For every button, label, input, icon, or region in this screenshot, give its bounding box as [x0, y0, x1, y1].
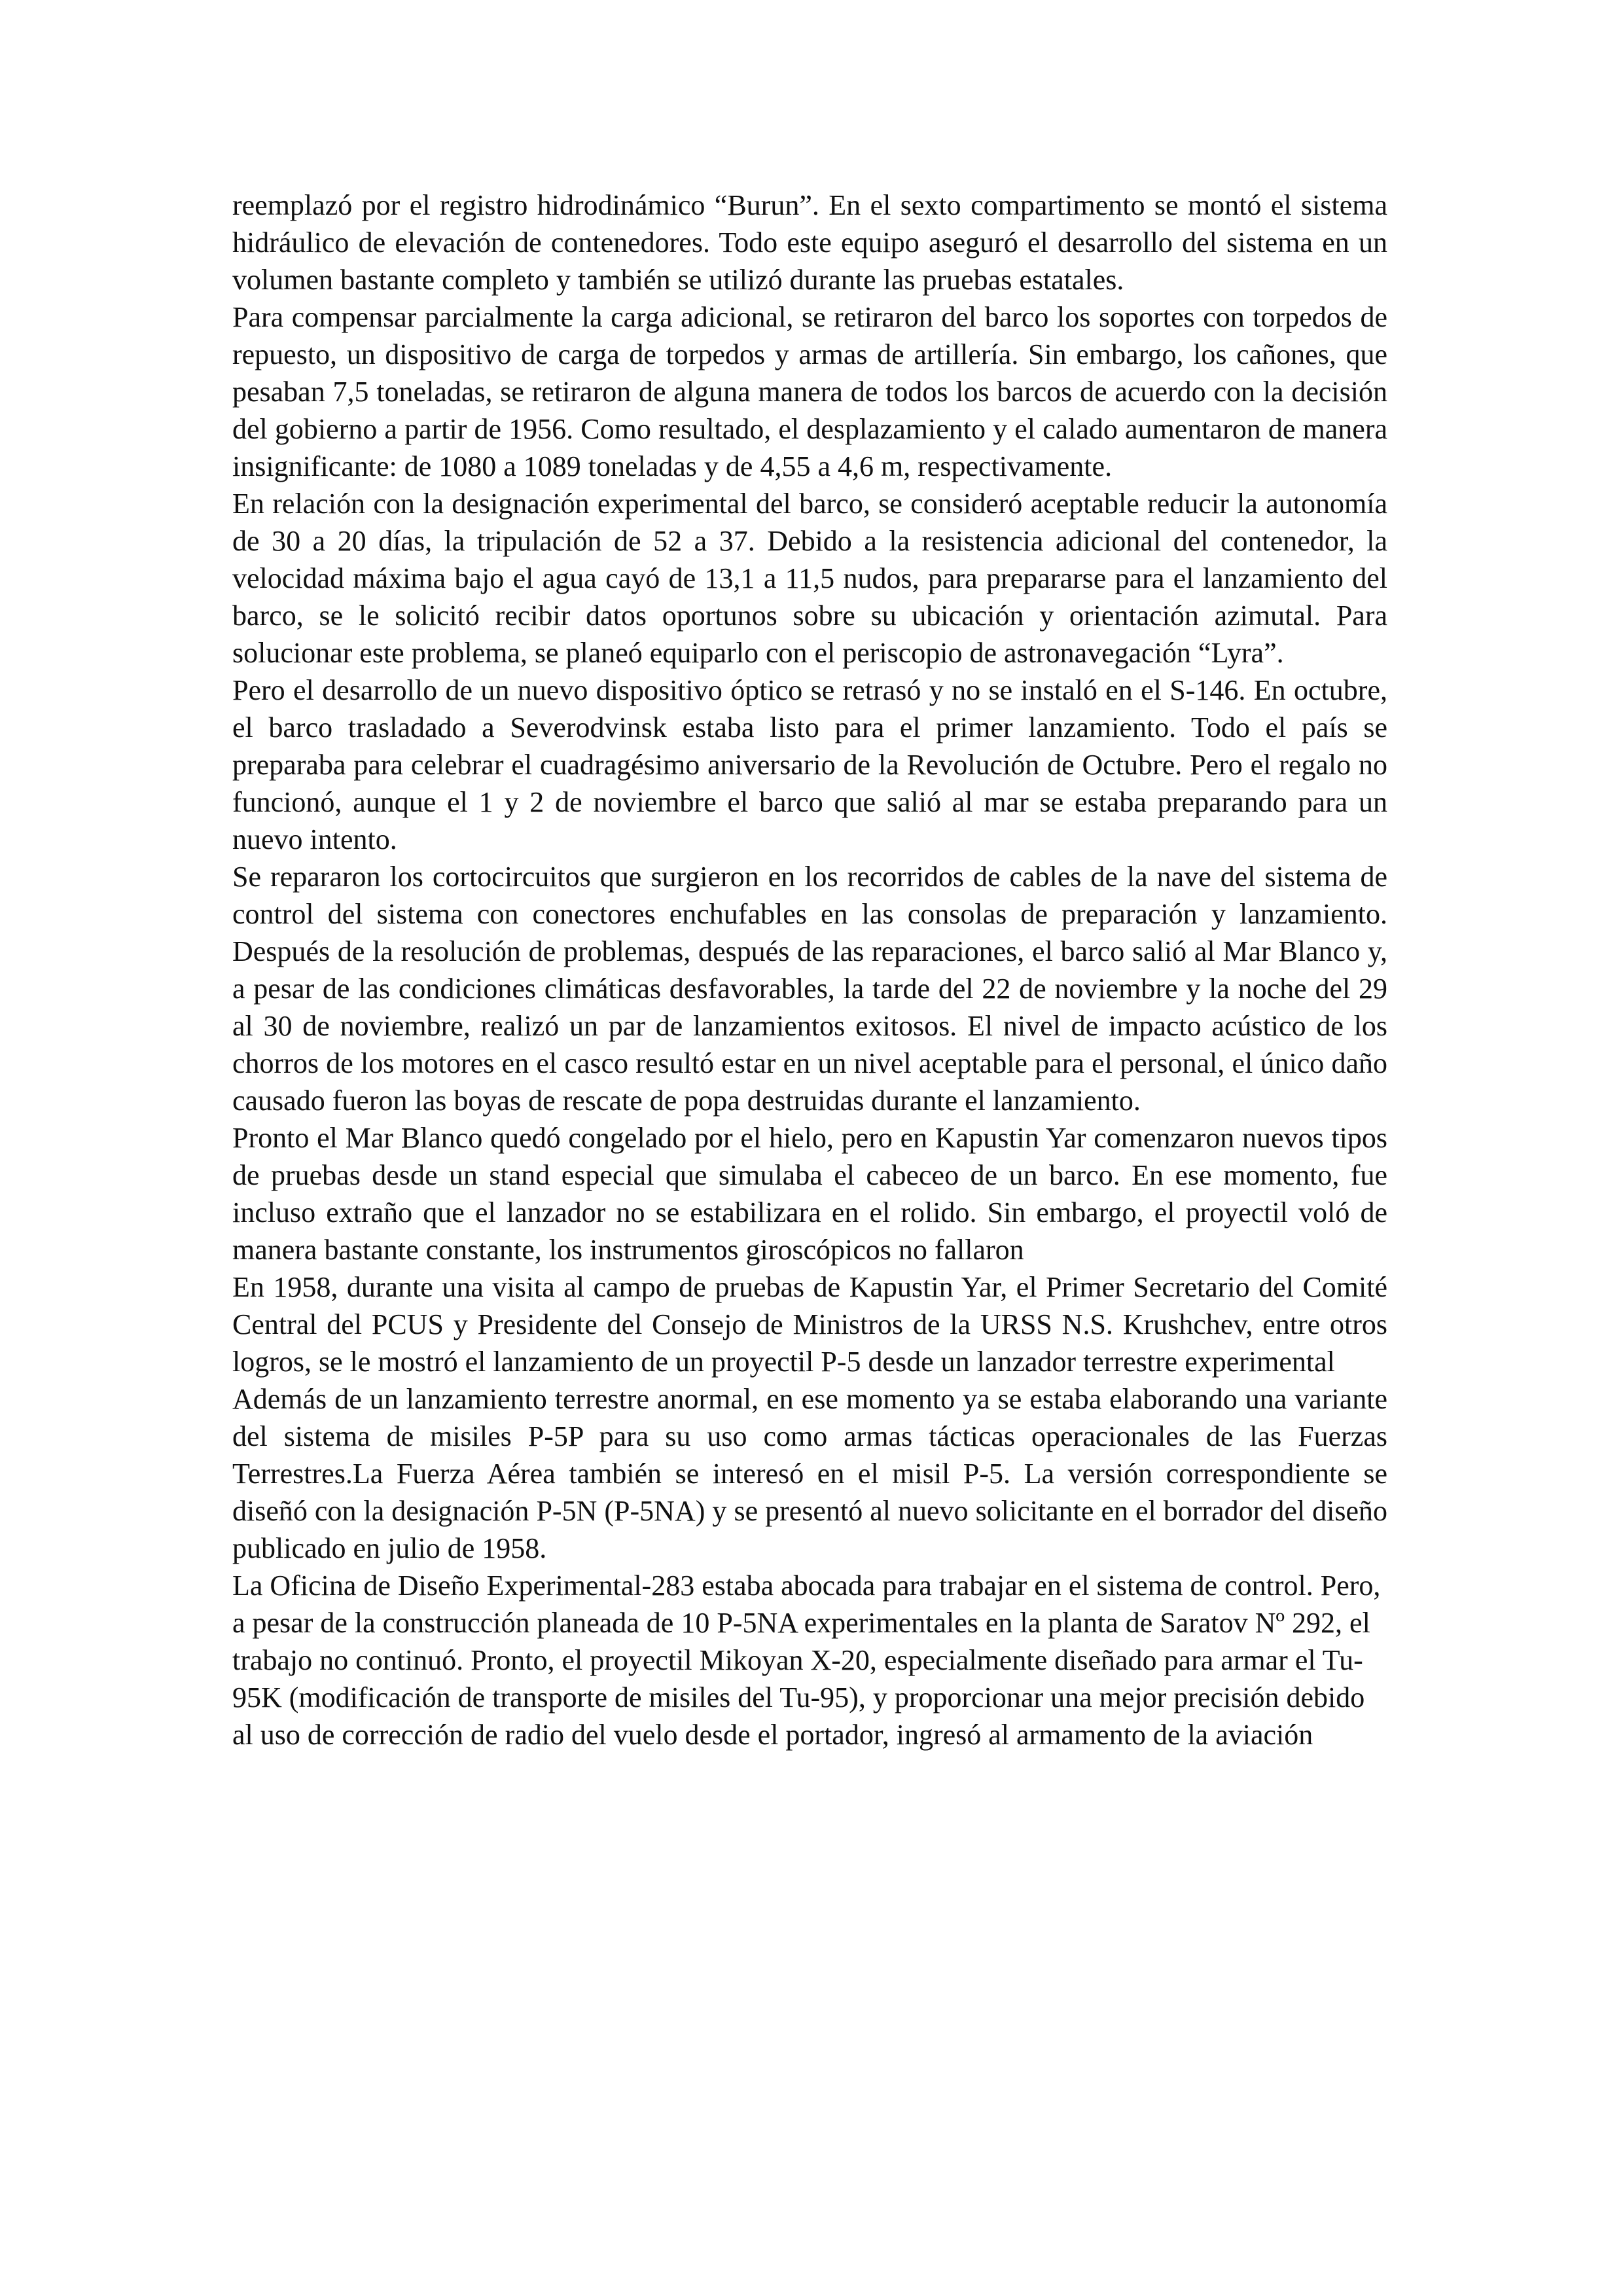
- paragraph: Se repararon los cortocircuitos que surgieron en los recorridos de cables de la nave del sistema de control del sistema con conectores enchufables en las consolas de preparación y lanzamiento. Después de la resolución de problemas, después de las reparaciones, el barco salió al Mar Blanco y, a pesar de las condiciones climáticas desfavorables, la tarde del 22 de noviembre y la noche del 29 al 30 de noviembre, realizó un par de lanzamientos exitosos. El nivel de impacto acústico de los chorros de los motores en el casco resultó estar en un nivel aceptable para el personal, el único daño causado fueron las boyas de rescate de popa destruidas durante el lanzamiento.: [232, 861, 1387, 1117]
- paragraph: En 1958, durante una visita al campo de pruebas de Kapustin Yar, el Primer Secretario del Comité Central del PCUS y Presidente del Consejo de Ministros de la URSS N.S. Krushchev, entre otros logros, se le mostró el lanzamiento de un proyectil P-5 desde un lanzador terrestre experimental: [232, 1271, 1387, 1378]
- paragraph: Además de un lanzamiento terrestre anormal, en ese momento ya se estaba elaborando una variante del sistema de misiles P-5P para su uso como armas tácticas operacionales de las Fuerzas Terrestres.La Fuerza Aérea también se interesó en el misil P-5. La versión correspondiente se diseñó con la designación P-5N (P-5NA) y se presentó al nuevo solicitante en el borrador del diseño publicado en julio de 1958.: [232, 1383, 1387, 1564]
- paragraph: Pronto el Mar Blanco quedó congelado por el hielo, pero en Kapustin Yar comenzaron nuevos tipos de pruebas desde un stand especial que simulaba el cabeceo de un barco. En ese momento, fue incluso extraño que el lanzador no se estabilizara en el rolido. Sin embargo, el proyectil voló de manera bastante constante, los instrumentos giroscópicos no fallaron: [232, 1122, 1387, 1266]
- document-body: [232, 187, 1387, 1753]
- paragraph: La Oficina de Diseño Experimental-283 estaba abocada para trabajar en el sistema de control. Pero, a pesar de la construcción planeada de 10 P-5NA experimentales en la planta de Saratov Nº 292, el trabajo no continuó. Pronto, el proyectil Mikoyan X-20, especialmente diseñado para armar el Tu-95K (modificación de transporte de misiles del Tu-95), y proporcionar una mejor precisión debido al uso de corrección de radio del vuelo desde el portador, ingresó al armamento de la aviación: [232, 1570, 1381, 1751]
- paragraph: Pero el desarrollo de un nuevo dispositivo óptico se retrasó y no se instaló en el S-146. En octubre, el barco trasladado a Severodvinsk estaba listo para el primer lanzamiento. Todo el país se preparaba para celebrar el cuadragésimo aniversario de la Revolución de Octubre. Pero el regalo no funcionó, aunque el 1 y 2 de noviembre el barco que salió al mar se estaba preparando para un nuevo intento.: [232, 674, 1387, 855]
- paragraph: Para compensar parcialmente la carga adicional, se retiraron del barco los soportes con torpedos de repuesto, un dispositivo de carga de torpedos y armas de artillería. Sin embargo, los cañones, que pesaban 7,5 toneladas, se retiraron de alguna manera de todos los barcos de acuerdo con la decisión del gobierno a partir de 1956. Como resultado, el desplazamiento y el calado aumentaron de manera insignificante: de 1080 a 1089 toneladas y de 4,55 a 4,6 m, respectivamente.: [232, 301, 1387, 482]
- paragraph: reemplazó por el registro hidrodinámico “Burun”. En el sexto compartimento se montó el sistema hidráulico de elevación de contenedores. Todo este equipo aseguró el desarrollo del sistema en un volumen bastante completo y también se utilizó durante las pruebas estatales.: [232, 189, 1387, 296]
- paragraph: En relación con la designación experimental del barco, se consideró aceptable reducir la autonomía de 30 a 20 días, la tripulación de 52 a 37. Debido a la resistencia adicional del contenedor, la velocidad máxima bajo el agua cayó de 13,1 a 11,5 nudos, para prepararse para el lanzamiento del barco, se le solicitó recibir datos oportunos sobre su ubicación y orientación azimutal. Para solucionar este problema, se planeó equiparlo con el periscopio de astronavegación “Lyra”.: [232, 488, 1387, 669]
